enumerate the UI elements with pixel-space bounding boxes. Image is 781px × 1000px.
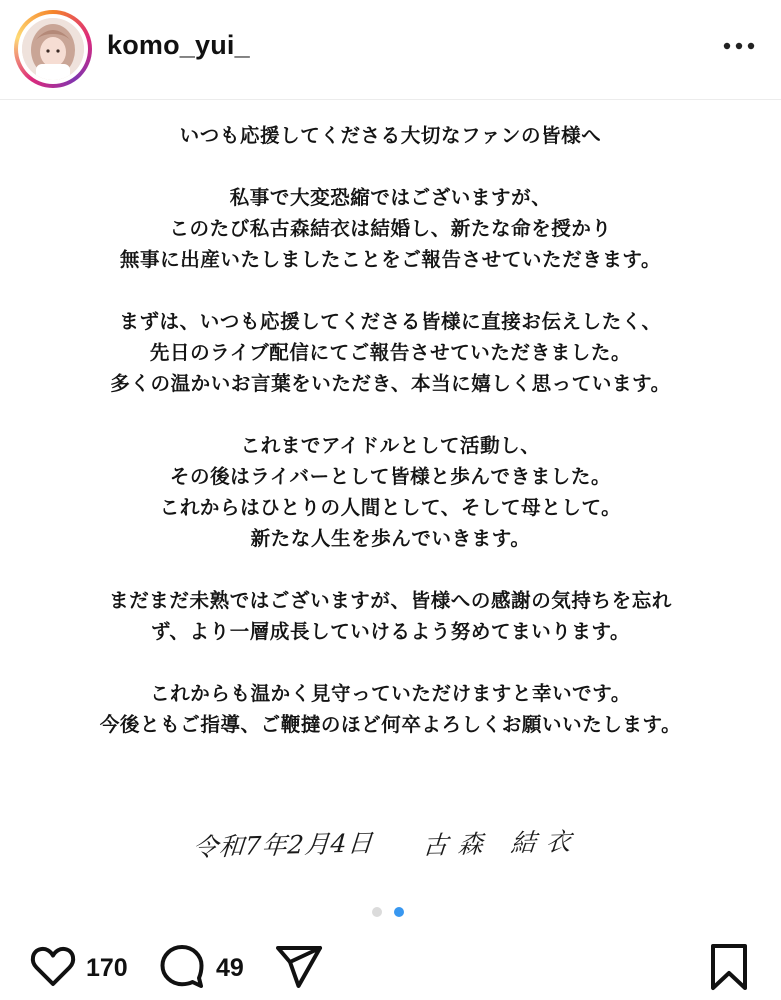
handwritten-signature <box>191 822 582 872</box>
signature-date: 令和7年2月4日 <box>191 828 375 863</box>
username[interactable]: komo_yui_ <box>107 30 250 60</box>
letter-paragraph <box>0 585 781 647</box>
letter-paragraph <box>0 306 781 399</box>
more-options-icon[interactable] <box>721 36 757 56</box>
carousel-indicator <box>372 907 412 919</box>
like-count[interactable]: 170 <box>86 954 128 982</box>
comment-button[interactable] <box>157 940 207 996</box>
letter-paragraph <box>0 182 781 275</box>
share-icon <box>274 940 324 992</box>
comment-icon <box>157 940 207 992</box>
signature-name: 古森 結衣 <box>421 826 582 861</box>
bookmark-icon <box>706 940 752 992</box>
heart-icon <box>28 940 78 992</box>
letter-paragraph <box>0 430 781 554</box>
letter-line: 先日のライブ配信にてご報告させていただきました。 <box>149 341 632 364</box>
letter-line: 多くの温かいお言葉をいただき、本当に嬉しく思っています。 <box>110 372 671 395</box>
comment-count[interactable]: 49 <box>216 954 244 982</box>
avatar[interactable] <box>22 18 84 80</box>
avatar-photo <box>22 18 84 80</box>
letter-line: これからはひとりの人間として、そして母として。 <box>159 496 622 519</box>
share-button[interactable] <box>274 940 324 996</box>
letter-line: いつも応援してくださる大切なファンの皆様へ <box>179 124 602 147</box>
like-button[interactable] <box>28 940 78 996</box>
post-header <box>0 0 781 100</box>
carousel-dot-active[interactable] <box>394 907 404 917</box>
story-ring[interactable] <box>14 10 92 88</box>
letter-line: ず、より一層成長していけるよう努めてまいります。 <box>150 620 631 643</box>
letter-line: このたび私古森結衣は結婚し、新たな命を授かり <box>169 217 612 240</box>
letter-line: まだまだ未熟ではございますが、皆様への感謝の気持ちを忘れ <box>109 589 672 612</box>
action-bar <box>0 940 781 1000</box>
letter-paragraph <box>0 678 781 740</box>
letter-line: これまでアイドルとして活動し、 <box>240 434 541 457</box>
letter-line: 無事に出産いたしましたことをご報告させていただきます。 <box>119 248 662 271</box>
letter-line: まずは、いつも応援してくださる皆様に直接お伝えしたく、 <box>119 310 662 333</box>
letter-line: 今後ともご指導、ご鞭撻のほど何卒よろしくお願いいたします。 <box>99 713 682 736</box>
announcement-letter <box>0 120 781 771</box>
letter-line: これからも温かく見守っていただけますと幸いです。 <box>150 682 631 705</box>
letter-line: 新たな人生を歩んでいきます。 <box>250 527 531 550</box>
letter-line: その後はライバーとして皆様と歩んできました。 <box>169 465 612 488</box>
save-button[interactable] <box>706 940 752 996</box>
letter-paragraph <box>0 120 781 151</box>
letter-line: 私事で大変恐縮ではございますが、 <box>229 186 552 209</box>
carousel-dot[interactable] <box>372 907 382 917</box>
